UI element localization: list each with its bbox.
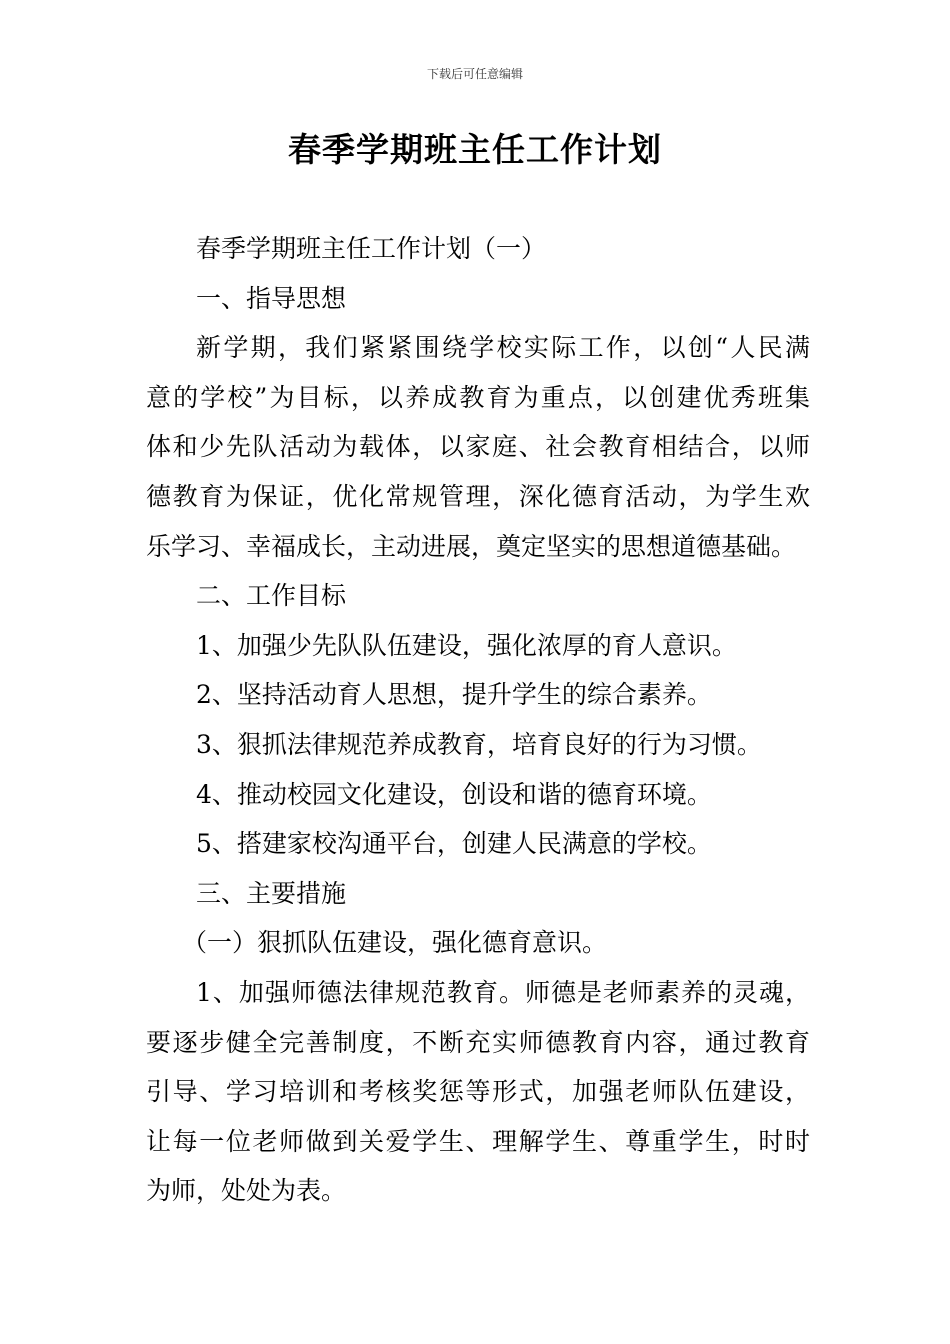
goal-item: 2、坚持活动育人思想，提升学生的综合素养。 bbox=[196, 680, 712, 710]
heading-guiding-thought: 一、指导思想 bbox=[196, 283, 347, 313]
paragraph-line: 德教育为保证，优化常规管理，深化德育活动，为学生欢 bbox=[146, 481, 810, 511]
paragraph-line: 为师，处处为表。 bbox=[146, 1176, 347, 1206]
paragraph-line: 乐学习、幸福成长，主动进展，奠定坚实的思想道德基础。 bbox=[146, 531, 797, 561]
paragraph-line: 意的学校”为目标，以养成教育为重点，以创建优秀班集 bbox=[146, 382, 810, 412]
goal-item: 4、推动校园文化建设，创设和谐的德育环境。 bbox=[196, 779, 712, 809]
subheading-measure-one: （一）狠抓队伍建设，强化德育意识。 bbox=[182, 928, 608, 958]
section-subtitle: 春季学期班主任工作计划（一） bbox=[196, 234, 547, 263]
header-note: 下载后可任意编辑 bbox=[426, 67, 523, 81]
paragraph-line: 1、加强师德法律规范教育。师德是老师素养的灵魂， bbox=[196, 977, 810, 1007]
paragraph-line: 体和少先队活动为载体，以家庭、社会教育相结合，以师 bbox=[146, 432, 810, 462]
heading-work-goals: 二、工作目标 bbox=[196, 581, 347, 611]
paragraph-line: 新学期，我们紧紧围绕学校实际工作，以创“人民满 bbox=[196, 333, 810, 363]
paragraph-line: 让每一位老师做到关爱学生、理解学生、尊重学生，时时 bbox=[146, 1126, 810, 1156]
goal-item: 5、搭建家校沟通平台，创建人民满意的学校。 bbox=[196, 829, 712, 859]
document-body bbox=[146, 224, 810, 1216]
paragraph-line: 要逐步健全完善制度，不断充实师德教育内容，通过教育 bbox=[146, 1027, 810, 1057]
heading-main-measures: 三、主要措施 bbox=[196, 878, 347, 908]
paragraph-line: 引导、学习培训和考核奖惩等形式，加强老师队伍建设， bbox=[146, 1077, 810, 1107]
document-title: 春季学期班主任工作计划 bbox=[288, 130, 662, 169]
goal-item: 1、加强少先队队伍建设，强化浓厚的育人意识。 bbox=[196, 630, 737, 660]
goal-item: 3、狠抓法律规范养成教育，培育良好的行为习惯。 bbox=[196, 729, 762, 759]
